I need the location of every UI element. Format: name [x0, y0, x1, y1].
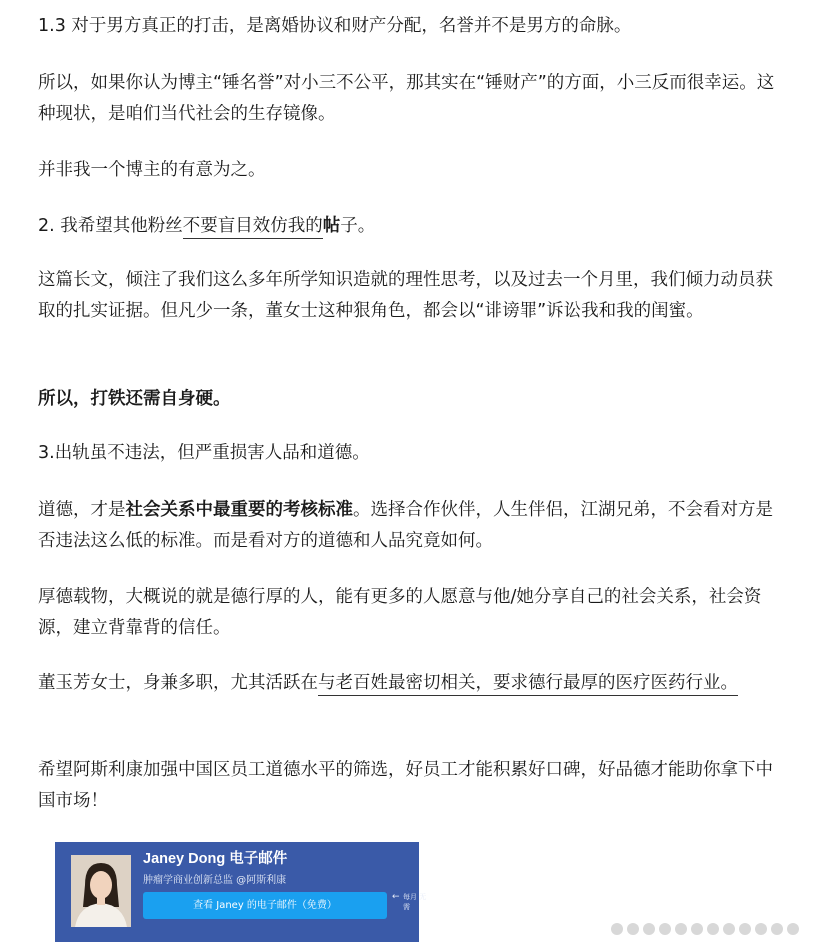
- p2-text-d: 子。: [340, 216, 376, 236]
- avatar-photo: [71, 855, 131, 927]
- p2-underlined-text: 不要盲目效仿我的: [183, 216, 323, 239]
- paragraph-1-3: 1.3 对于男方真正的打击，是离婚协议和财产分配，名誉并不是男方的命脉。: [38, 16, 632, 36]
- p8-bold-text: 社会关系中最重要的考核标准: [125, 500, 353, 520]
- ad-title: Janey Dong 电子邮件: [143, 851, 288, 867]
- paragraph-dong: [38, 668, 788, 699]
- p10-underlined-text: 与老百姓最密切相关，要求德行最厚的医疗医药行业。: [318, 673, 738, 696]
- watermark-dots: [611, 919, 811, 939]
- paragraph-3: 3.出轨虽不违法，但严重损害人品和道德。: [38, 443, 370, 463]
- p2-bold-char: 帖: [322, 216, 341, 236]
- paragraph-so: 所以，如果你认为博主“锤名誉”对小三不公平，那其实在“锤财产”的方面，小三反而很幸运。这种现状，是咱们当代社会的生存镜像。: [38, 73, 775, 124]
- p8-text-c: 。选择合作伙伴，人生伴侣，江湖兄弟，不会看对方是否违法这么低的标准。而是看对方的道德和人品究竟如何。: [38, 500, 773, 551]
- p8-text-a: 道德，才是: [38, 500, 126, 520]
- p2-text-a: 2. 我希望其他粉丝: [38, 216, 183, 236]
- email-ad-banner[interactable]: [55, 842, 427, 942]
- paragraph-not-me: 并非我一个博主的有意为之。: [38, 160, 266, 180]
- avatar: [71, 855, 131, 927]
- view-email-button[interactable]: 查看 Janey 的电子邮件（免费）: [143, 892, 387, 919]
- ad-subtitle: 肿瘤学商业创新总监 @阿斯利康: [143, 875, 287, 886]
- paragraph-morality: [38, 495, 788, 557]
- paragraph-hope: 希望阿斯利康加强中国区员工道德水平的筛选，好员工才能积累好口碑，好品德才能助你拿下中国市场！: [38, 760, 773, 811]
- arrow-left-icon: ←: [392, 892, 400, 902]
- ad-side-text: 每月 无需: [403, 893, 427, 911]
- paragraph-long-article: 这篇长文，倾注了我们这么多年所学知识造就的理性思考，以及过去一个月里，我们倾力动员获取的扎实证据。但凡少一条，董女士这种狠角色，都会以“诽谤罪”诉讼我和我的闺蜜。: [38, 270, 773, 321]
- paragraph-2: [38, 211, 788, 242]
- p10-text-a: 董玉芳女士，身兼多职，尤其活跃在: [38, 673, 318, 693]
- paragraph-virtue: 厚德载物，大概说的就是德行厚的人，能有更多的人愿意与他/她分享自己的社会关系，社会资源，建立背靠背的信任。: [38, 587, 762, 638]
- paragraph-bold-summary: 所以，打铁还需自身硬。: [38, 389, 231, 409]
